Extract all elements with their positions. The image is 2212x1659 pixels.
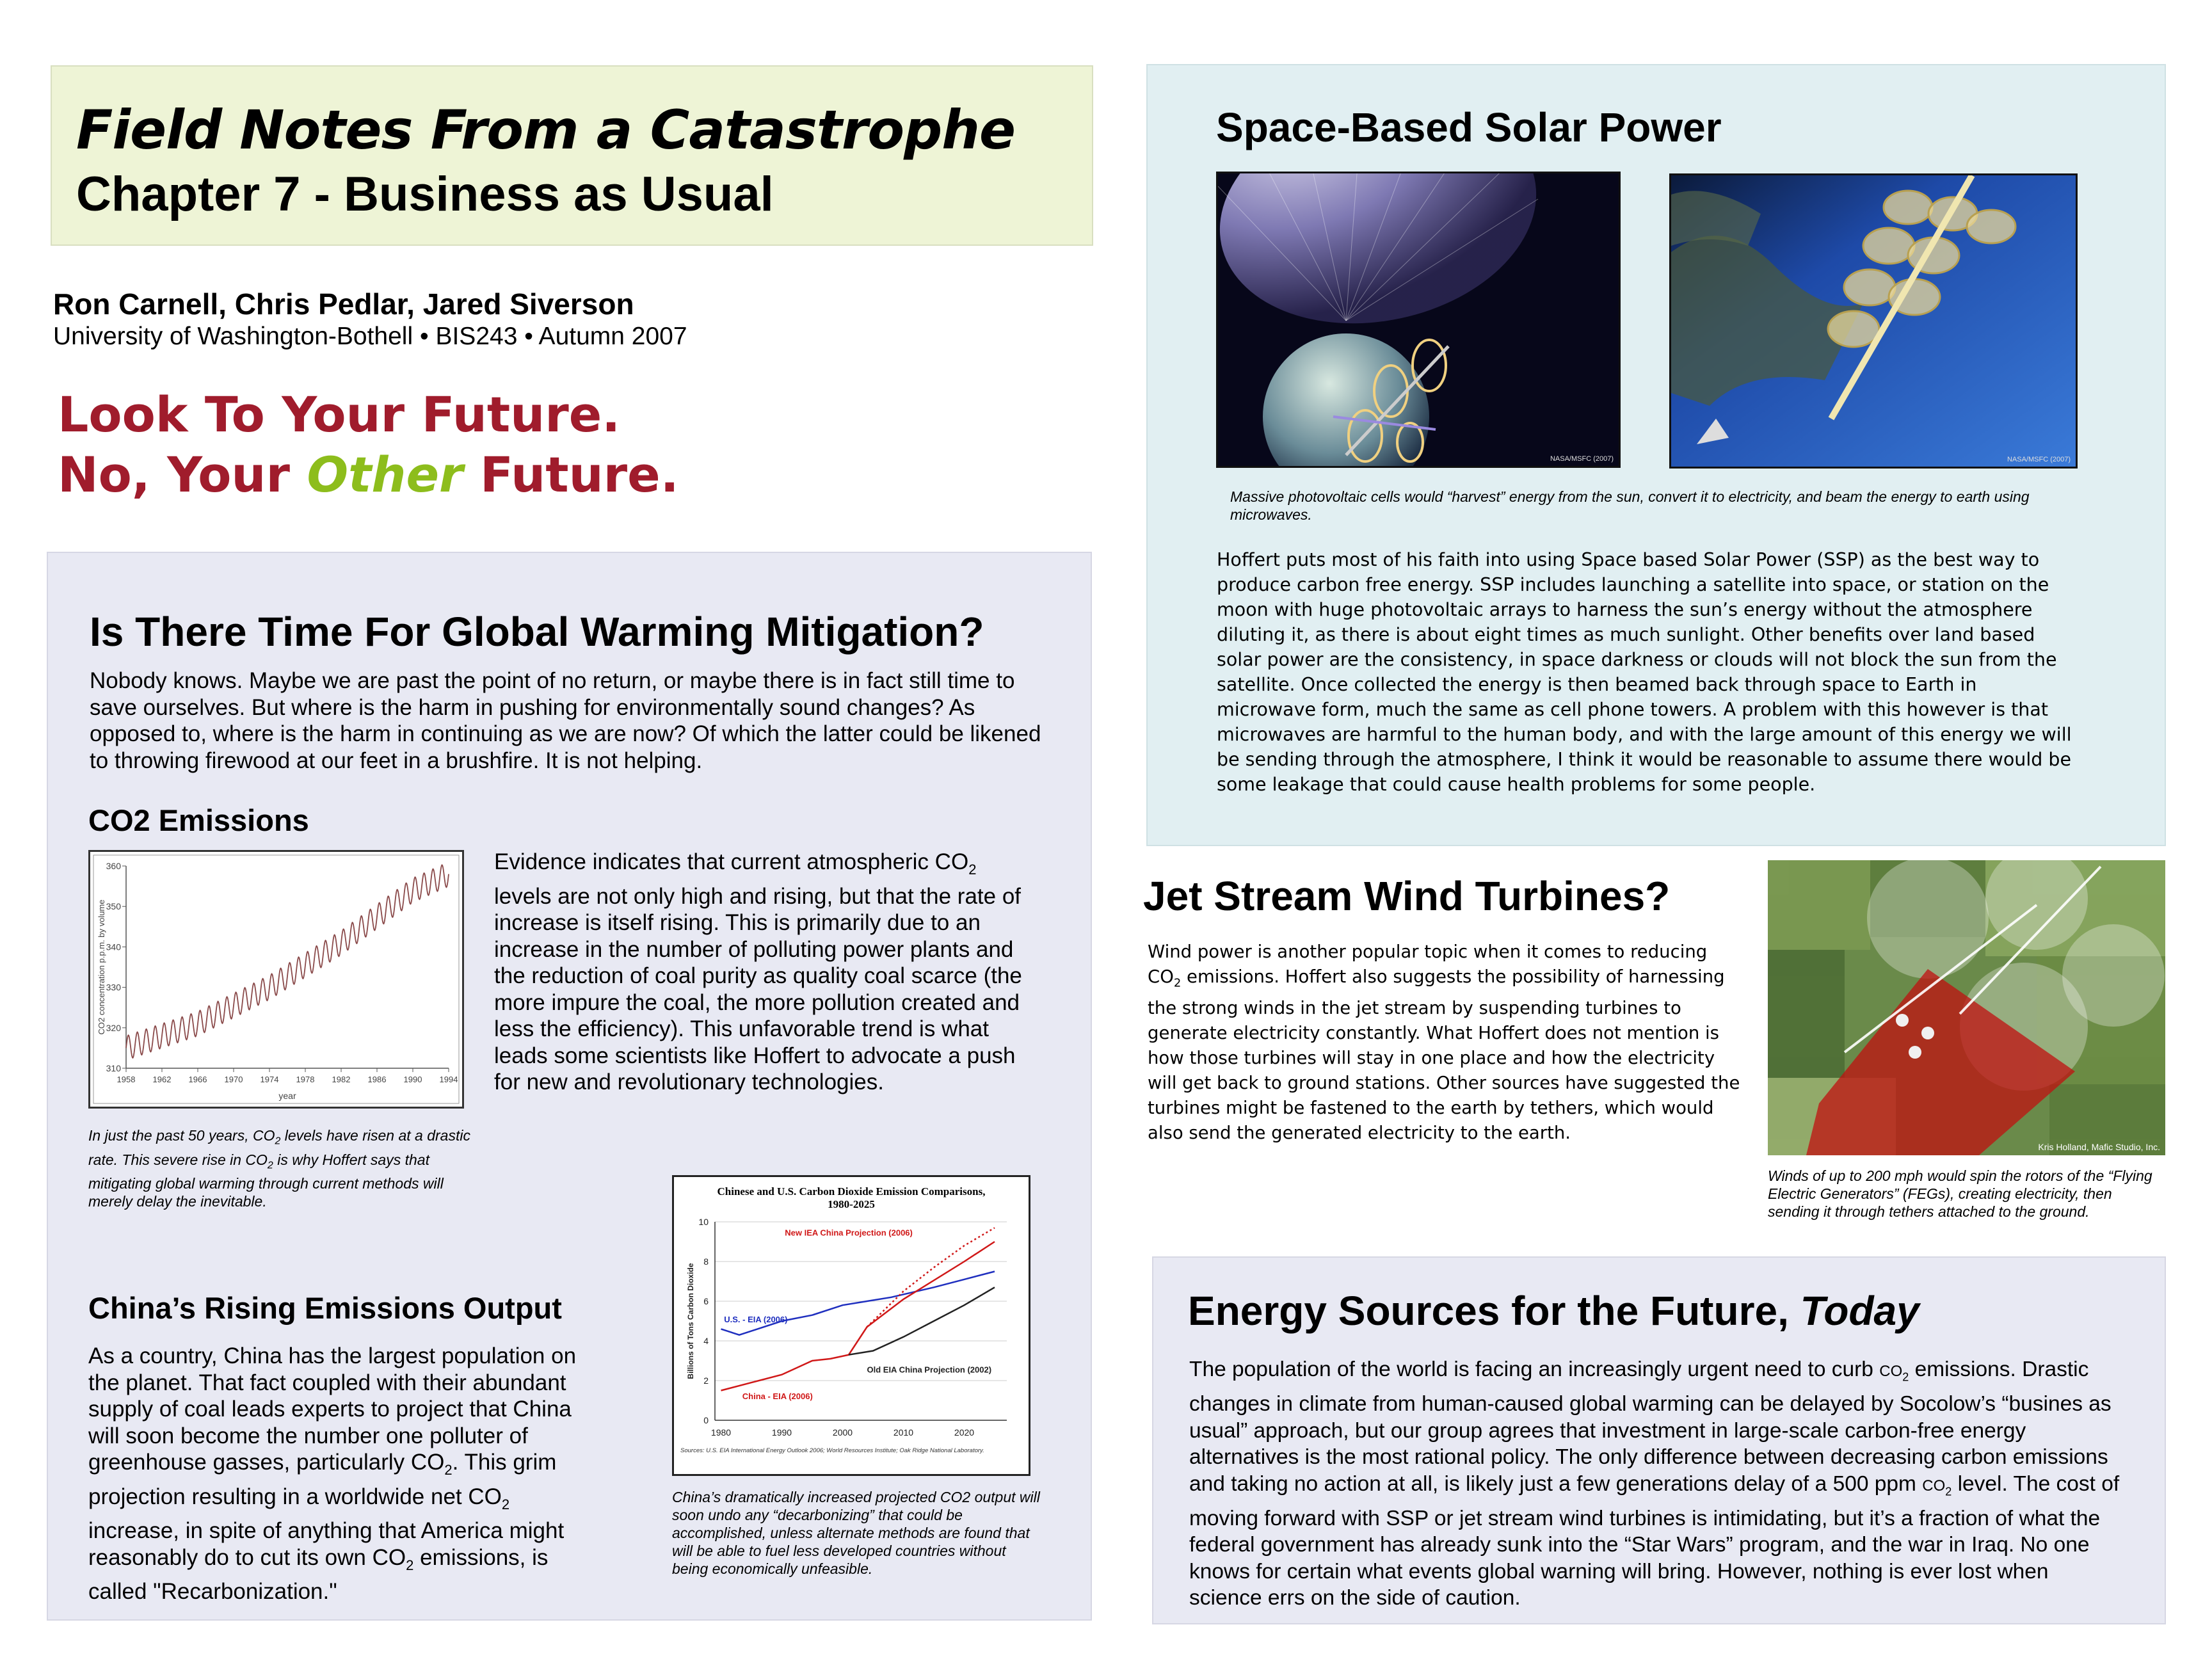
china-source: Sources: U.S. EIA International Energy Outlook 2006; World Resources Institute; Oak Ridge National Laboratory. <box>680 1447 984 1454</box>
china-body-3: increase, in spite of anything that America might reasonably do to cut its own CO <box>88 1518 565 1570</box>
energy-body-1: The population of the world is facing an increasingly urgent need to curb <box>1189 1358 1880 1381</box>
mitigation-heading: Is There Time For Global Warming Mitigation? <box>90 609 984 655</box>
china-x-tick-label: 2020 <box>954 1427 975 1438</box>
ssp-image-2-credit: NASA/MSFC (2007) <box>2007 456 2071 463</box>
co2-body-text-2: levels are not only high and rising, but that the rate of increase is itself rising. This is primarily due to an increase in the number of polluting power plants and the reduction of coal purity as quality coal scarce (the more impure the coal, the more pollution created and less the efficiency). This unfavorable trend is what leads some scientists like Hoffert to advocate a push for new and revolutionary technologies. <box>494 883 1022 1094</box>
china-body-4: emissions, is called "Recarbonization." <box>88 1544 549 1604</box>
tagline-pre: No, Your <box>58 446 307 503</box>
ssp-image-2 <box>1669 173 2078 469</box>
china-series-label: U.S. - EIA (2006) <box>724 1314 788 1324</box>
co2-caption-sub-2: 2 <box>267 1160 273 1171</box>
energy-heading-italic: Today <box>1800 1288 1919 1334</box>
china-series-label: China - EIA (2006) <box>742 1391 813 1401</box>
co2-caption-3: is why Hoffert says that mitigating global warming through current methods will merely delay the inevitable. <box>88 1151 444 1210</box>
ssp-caption: Massive photovoltaic cells would “harvest” energy from the sun, convert it to electricity, and beam the energy to earth using microwaves. <box>1230 488 2030 523</box>
energy-body <box>1189 1356 2124 1612</box>
co2-y-tick-label: 360 <box>106 861 121 871</box>
tagline-line-2 <box>58 446 679 503</box>
china-y-tick-label: 4 <box>703 1336 709 1346</box>
china-y-tick-label: 2 <box>703 1375 709 1386</box>
china-chart <box>674 1177 1029 1474</box>
china-body-sub-2: 2 <box>501 1496 510 1512</box>
co2-body <box>494 849 1033 1096</box>
china-y-label: Billions of Tons Carbon Dioxide <box>686 1263 695 1379</box>
china-heading: China’s Rising Emissions Output <box>88 1291 562 1325</box>
jet-image <box>1768 860 2165 1155</box>
jet-body-sub: 2 <box>1173 976 1182 990</box>
jet-caption: Winds of up to 200 mph would spin the rotors of the “Flying Electric Generators” (FEGs), creating electricity, then sending it through tethers attached to the ground. <box>1768 1167 2152 1220</box>
tagline-post: Future. <box>463 446 679 503</box>
chapter-title: Chapter 7 - Business as Usual <box>76 167 774 221</box>
title-box <box>51 65 1093 246</box>
china-body <box>88 1343 588 1605</box>
co2-y-tick-label: 340 <box>106 942 121 952</box>
co2-body-sub: 2 <box>968 862 977 878</box>
energy-co2-sub-2: 2 <box>1945 1485 1952 1498</box>
jet-heading: Jet Stream Wind Turbines? <box>1143 873 1671 919</box>
tagline-line-1: Look To Your Future. <box>58 386 621 443</box>
china-y-tick-label: 0 <box>703 1415 709 1425</box>
ssp-heading: Space-Based Solar Power <box>1216 104 1722 150</box>
ssp-body: Hoffert puts most of his faith into using Space based Solar Power (SSP) as the best way to produce carbon free energy. SSP includes launching a satellite into space, or station on the moon with huge photovoltaic arrays to harness the sun’s energy without the atmosphere diluting it, as there is about eight times as much sunlight. Other benefits over land based solar power are the consistency, in space darkness or clouds will not block the sun from the satellite. Once collected the energy is then beamed back through space to Earth in microwave form, much the same as cell phone towers. A problem with this however is that microwaves are harmful to the human body, and with the large amount of this energy we will be sending through the atmosphere, I think it would be reasonable to assume there would be some leakage that could cause health problems for some people. <box>1217 549 2072 795</box>
co2-x-tick-label: 1962 <box>152 1075 172 1084</box>
china-body-1: As a country, China has the largest population on the planet. That fact coupled with their abundant supply of coal leads experts to project that China will soon become the number one polluter of greenhouse gasses, particularly CO <box>88 1343 577 1475</box>
tagline-accent: Other <box>307 446 463 503</box>
energy-co2-1: CO <box>1879 1363 1903 1380</box>
co2-y-label: CO2 concentration p.p.m. by volume <box>97 899 106 1035</box>
co2-chart <box>90 852 462 1107</box>
china-y-tick-label: 8 <box>703 1256 709 1267</box>
china-x-tick-label: 2000 <box>832 1427 853 1438</box>
co2-x-tick-label: 1970 <box>224 1075 243 1084</box>
china-x-tick-label: 2010 <box>893 1427 914 1438</box>
co2-x-tick-label: 1978 <box>296 1075 315 1084</box>
co2-x-tick-label: 1994 <box>439 1075 458 1084</box>
china-body-sub-3: 2 <box>406 1557 414 1573</box>
china-chart-frame <box>672 1175 1030 1476</box>
co2-body-text-1: Evidence indicates that current atmospheric CO <box>494 849 969 874</box>
china-chart-subtitle: 1980-2025 <box>828 1198 875 1210</box>
co2-x-tick-label: 1990 <box>403 1075 422 1084</box>
china-caption: China’s dramatically increased projected CO2 output will soon undo any “decarbonizing” that could be accomplished, unless alternate methods are found that will be able to fuel less developed countries without being economically unfeasible. <box>672 1489 1040 1577</box>
jet-body-1: Wind power is another popular topic when it comes to reducing CO <box>1148 942 1708 987</box>
energy-co2-sub-1: 2 <box>1902 1370 1909 1384</box>
co2-x-tick-label: 1986 <box>367 1075 387 1084</box>
jet-body-2: emissions. Hoffert also suggests the possibility of harnessing the strong winds in the jet stream by suspending turbines to generate electricity constantly. What Hoffert does not mention is how those turbines will stay in one place and how the electricity will get back to ground stations. Other sources have suggested the turbines might be fastened to the earth by tethers, which would also send the generated electricity to the earth. <box>1148 966 1740 1143</box>
co2-series-line <box>126 865 449 1057</box>
co2-y-tick-label: 330 <box>106 982 121 993</box>
co2-x-tick-label: 1974 <box>260 1075 279 1084</box>
china-x-tick-label: 1990 <box>771 1427 792 1438</box>
china-series-line <box>721 1272 995 1335</box>
mitigation-body: Nobody knows. Maybe we are past the point of no return, or maybe there is in fact still time to save ourselves. But where is the harm in pushing for environmentally sound changes? As opposed to, where is the harm in continuing as we are now? Of which the latter could be likened to throwing firewood at our feet in a brushfire. It is not helping. <box>90 668 1041 773</box>
china-body-2: . This grim projection resulting in a worldwide net CO <box>88 1450 557 1509</box>
co2-y-tick-label: 350 <box>106 901 121 912</box>
jet-image-credit: Kris Holland, Mafic Studio, Inc. <box>2038 1142 2160 1152</box>
poster-title: Field Notes From a Catastrophe <box>76 99 1016 161</box>
energy-heading-text: Energy Sources for the Future, <box>1188 1288 1800 1334</box>
co2-caption-1: In just the past 50 years, CO <box>88 1127 275 1144</box>
jet-illustration <box>1768 860 2165 1155</box>
china-y-tick-label: 6 <box>703 1296 709 1306</box>
energy-co2-2: CO <box>1922 1477 1946 1495</box>
ssp-image-1-credit: NASA/MSFC (2007) <box>1550 455 1614 463</box>
co2-x-tick-label: 1982 <box>332 1075 351 1084</box>
co2-x-label: year <box>278 1091 296 1101</box>
co2-caption-2: levels have risen at a drastic rate. This severe rise in CO <box>88 1127 470 1168</box>
ssp-illustration-1 <box>1218 173 1619 466</box>
china-body-sub-1: 2 <box>444 1462 453 1478</box>
china-x-tick-label: 1980 <box>710 1427 732 1438</box>
co2-y-tick-label: 320 <box>106 1022 121 1033</box>
co2-y-tick-label: 310 <box>106 1063 121 1073</box>
energy-heading <box>1188 1287 1919 1334</box>
china-series-line <box>849 1287 995 1354</box>
co2-x-tick-label: 1958 <box>116 1075 136 1084</box>
affiliation: University of Washington-Bothell • BIS243 • Autumn 2007 <box>53 323 687 350</box>
energy-body-3: level. The cost of moving forward with SSP or jet stream wind turbines is intimidating, but it’s a fraction of what the federal government has already sunk into the “Star Wars” program, and the war in Iraq. No one knows for certain what events global warning will bring. However, nothing is ever lost when science errs on the side of caution. <box>1189 1471 2120 1610</box>
energy-body-2: emissions. Drastic changes in climate from human-caused global warming can be delayed by Socolow’s “busines as usual” approach, but our group agrees that investment in large-scale carbon-free energy alternatives is the most rational policy. The only difference between decreasing carbon emissions and taking no action at all, is likely just a few generations delay of a 500 ppm <box>1189 1358 2112 1496</box>
jet-body <box>1148 940 1743 1146</box>
co2-heading: CO2 Emissions <box>88 803 309 837</box>
china-y-tick-label: 10 <box>698 1217 709 1227</box>
co2-caption-sub-1: 2 <box>275 1135 281 1147</box>
china-chart-title: Chinese and U.S. Carbon Dioxide Emission Comparisons, <box>717 1185 986 1198</box>
co2-chart-frame <box>88 850 464 1109</box>
china-series-label: Old EIA China Projection (2002) <box>867 1365 992 1375</box>
ssp-illustration-2 <box>1671 175 2076 467</box>
co2-caption <box>88 1126 480 1210</box>
china-series-label: New IEA China Projection (2006) <box>785 1228 913 1238</box>
ssp-image-1 <box>1216 172 1621 468</box>
authors: Ron Carnell, Chris Pedlar, Jared Siverson <box>53 287 634 321</box>
co2-x-tick-label: 1966 <box>188 1075 207 1084</box>
